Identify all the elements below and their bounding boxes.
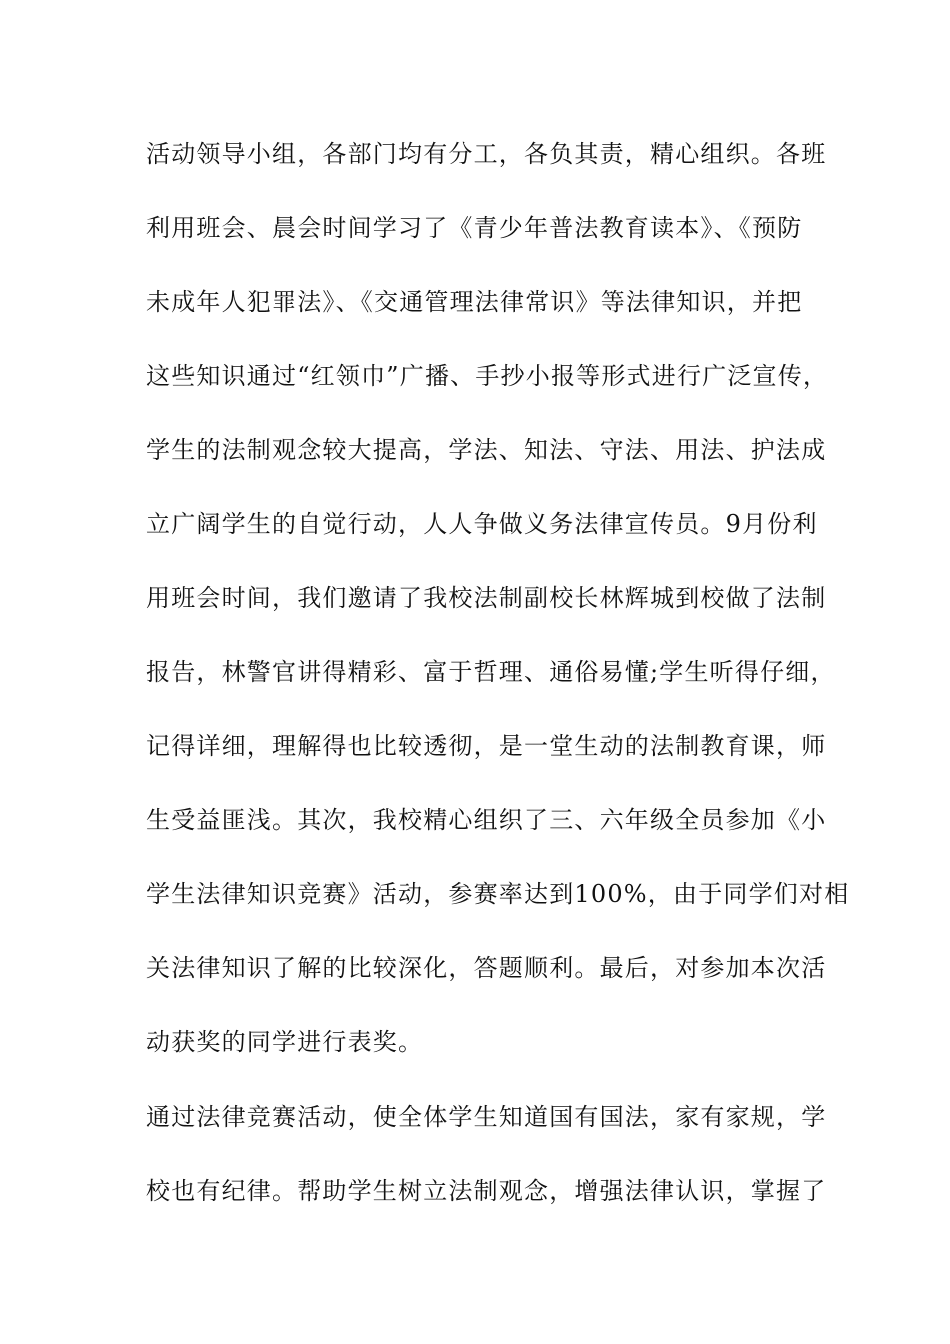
text-line: 动获奖的同学进行表奖。	[146, 1028, 424, 1056]
text-line: 活动领导小组，各部门均有分工，各负其责，精心组织。各班	[146, 140, 827, 168]
text-line: 用班会时间，我们邀请了我校法制副校长林辉城到校做了法制	[146, 584, 827, 612]
paragraph-2	[146, 1080, 827, 1228]
text-line: 校也有纪律。帮助学生树立法制观念，增强法律认识，掌握了	[146, 1177, 827, 1205]
text-line: 记得详细，理解得也比较透彻，是一堂生动的法制教育课，师	[146, 732, 827, 760]
text-line: 报告，林警官讲得精彩、富于哲理、通俗易懂;学生听得仔细，	[146, 658, 836, 686]
text-line: 生受益匪浅。其次，我校精心组织了三、六年级全员参加《小	[146, 806, 827, 834]
text-line: 通过法律竞赛活动，使全体学生知道国有国法，家有家规，学	[146, 1103, 827, 1131]
text-line: 关法律知识了解的比较深化，答题顺利。最后，对参加本次活	[146, 954, 827, 982]
text-line: 学生法律知识竞赛》活动，参赛率达到100%，由于同学们对相	[146, 880, 850, 908]
text-line: 这些知识通过“红领巾”广播、手抄小报等形式进行广泛宣传，	[146, 362, 829, 390]
text-line: 立广阔学生的自觉行动，人人争做义务法律宣传员。9月份利	[146, 510, 818, 538]
text-line: 学生的法制观念较大提高，学法、知法、守法、用法、护法成	[146, 436, 827, 464]
text-line: 未成年人犯罪法》、《交通管理法律常识》等法律知识，并把	[146, 288, 803, 316]
paragraph-1	[146, 117, 850, 1079]
text-line: 利用班会、晨会时间学习了《青少年普法教育读本》、《预防	[146, 214, 803, 242]
